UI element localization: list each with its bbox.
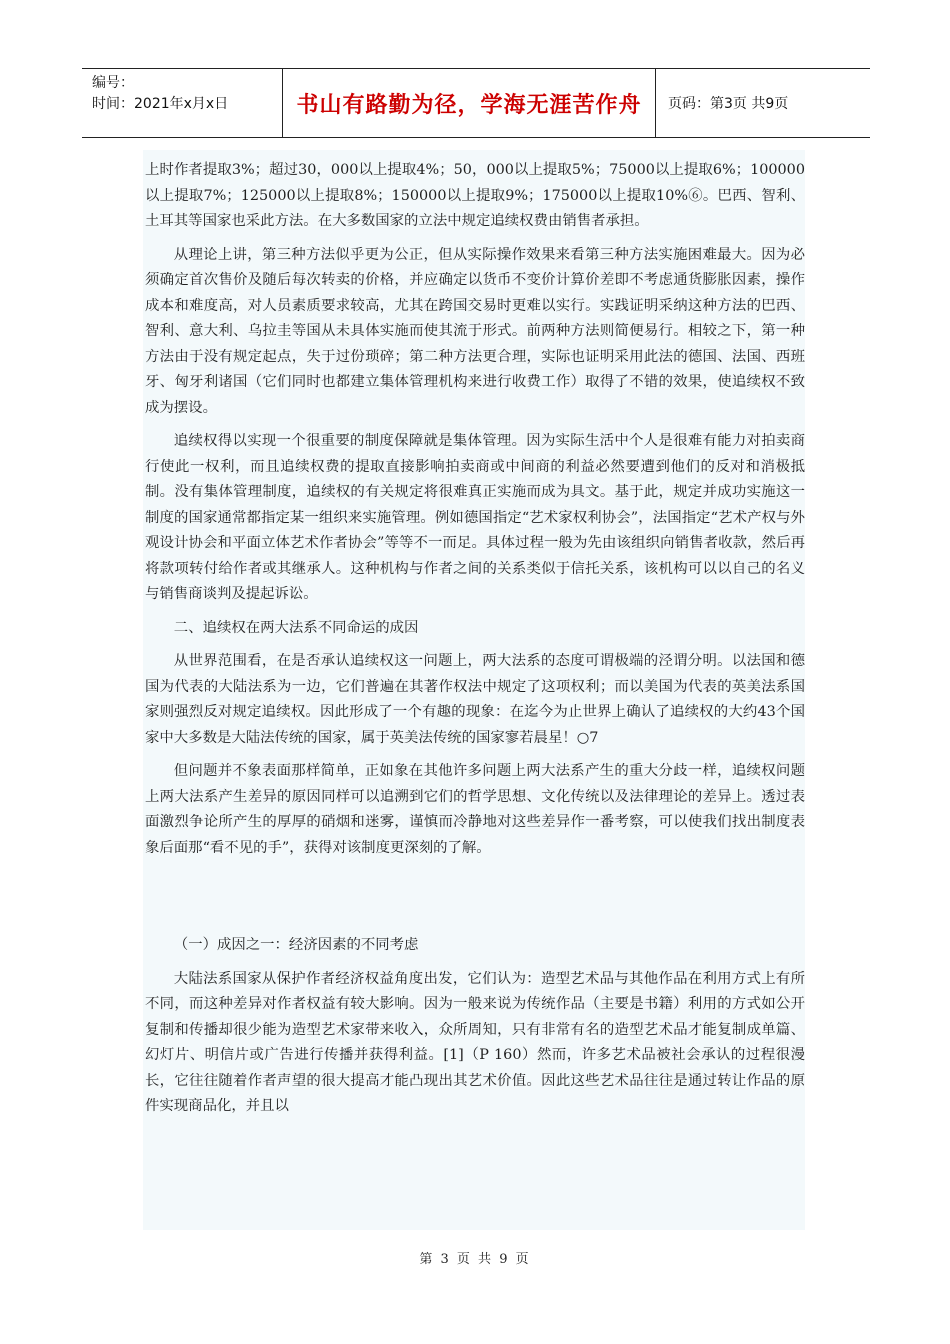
subsection-heading: （一）成因之一：经济因素的不同考虑 [173, 937, 419, 953]
header-motto: 书山有路勤为径，学海无涯苦作舟 [282, 69, 656, 137]
section-heading: 二、追续权在两大法系不同命运的成因 [173, 619, 419, 636]
paragraph: 但问题并不象表面那样简单，正如象在其他许多问题上两大法系产生的重大分歧一样，追续权问题上两大法系产生差异的原因同样可以追溯到它们的哲学思想、文化传统以及法律理论的差异上。透过表面激烈争论所产生的厚厚的硝烟和迷雾，谨慎而冷静地对这些差异作一番考察，可以使我们找出制度表象后面那“看不见的手”，获得对该制度更深刻的了解。 [145, 763, 805, 856]
doc-date-label: 时间：2021年x月x日 [92, 96, 229, 112]
paragraph: 追续权得以实现一个很重要的制度保障就是集体管理。因为实际生活中个人是很难有能力对拍卖商行使此一权利，而且追续权费的提取直接影响拍卖商或中间商的利益必然要遭到他们的反对和消极抵制。没有集体管理制度，追续权的有关规定将很难真正实施而成为具文。基于此，规定并成功实施这一制度的国家通常都指定某一组织来实施管理。例如德国指定“艺术家权利协会”，法国指定“艺术产权与外观设计协会和平面立体艺术作者协会”等等不一而足。具体过程一般为先由该组织向销售者收款，然后再将款项转付给作者或其继承人。这种机构与作者之间的关系类似于信托关系，该机构可以以自己的名义与销售商谈判及提起诉讼。 [145, 433, 805, 602]
page-footer: 第 3 页 共 9 页 [419, 1252, 531, 1267]
paragraph: 上时作者提取3%；超过30，000以上提取4%；50，000以上提取5%；75000以上提取6%；100000以上提取7%；125000以上提取8%；150000以上提取9%；175000以上提取10%⑥。巴西、智利、土耳其等国家也采此方法。在大多数国家的立法中规定追续权费由销售者承担。 [145, 162, 805, 229]
paragraph: 从理论上讲，第三种方法似乎更为公正，但从实际操作效果来看第三种方法实施困难最大。因为必须确定首次售价及随后每次转卖的价格，并应确定以货币不变价计算价差即不考虑通货膨胀因素，操作成本和难度高，对人员素质要求较高，尤其在跨国交易时更难以实行。实践证明采纳这种方法的巴西、智利、意大利、乌拉圭等国从未具体实施而使其流于形式。前两种方法则简便易行。相较之下，第一种方法由于没有规定起点，失于过份琐碎；第二种方法更合理，实际也证明采用此法的德国、法国、西班牙、匈牙利诸国（它们同时也都建立集体管理机构来进行收费工作）取得了不错的效果，使追续权不致成为摆设。 [145, 246, 805, 416]
header-meta [82, 69, 282, 137]
paragraph: 从世界范围看，在是否承认追续权这一问题上，两大法系的态度可谓极端的泾谓分明。以法国和德国为代表的大陆法系为一边，它们普遍在其著作权法中规定了这项权利；而以美国为代表的英美法系国家则强烈反对规定追续权。因此形成了一个有趣的现象：在迄今为止世界上确认了追续权的大约43个国家中大多数是大陆法传统的国家，属于英美法传统的国家寥若晨星！○7 [145, 653, 805, 746]
doc-number-label: 编号： [92, 75, 134, 91]
header-page-label: 页码：第3页 共9页 [668, 96, 789, 112]
page-header [82, 68, 870, 138]
document-body [145, 158, 805, 1120]
paragraph: 大陆法系国家从保护作者经济权益角度出发，它们认为：造型艺术品与其他作品在利用方式上有所不同，而这种差异对作者权益有较大影响。因为一般来说为传统作品（主要是书籍）利用的方式如公开复制和传播却很少能为造型艺术家带来收入，众所周知，只有非常有名的造型艺术品才能复制成单篇、幻灯片、明信片或广告进行传播并获得利益。[1]（P 160）然而，许多艺术品被社会承认的过程很漫长，它往往随着作者声望的很大提高才能凸现出其艺术价值。因此这些艺术品往往是通过转让作品的原件实现商品化，并且以 [145, 970, 805, 1114]
